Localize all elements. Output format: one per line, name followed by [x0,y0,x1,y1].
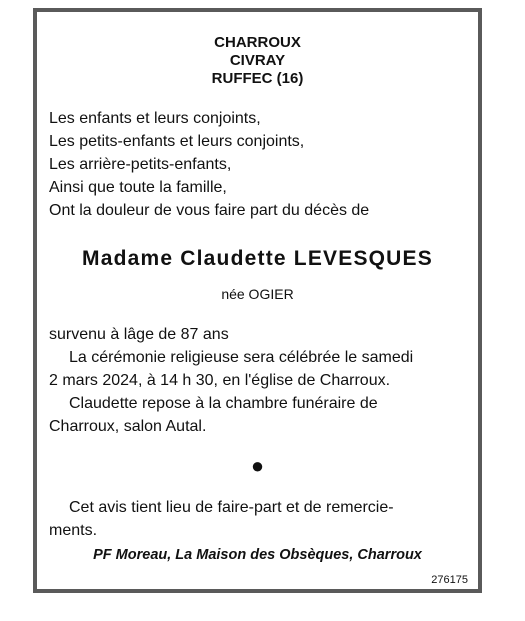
funeral-home-line: Charroux, salon Autal. [49,418,207,435]
location-header [37,34,478,88]
location-line: CIVRAY [229,52,286,69]
ceremony-line: La cérémonie religieuse sera célébrée le samedi [69,349,414,366]
funeral-director-signature: PF Moreau, La Maison des Obsèques, Charroux [93,547,422,563]
age-text: survenu à lâge de 87 ans [49,326,229,343]
obituary-notice [33,8,482,593]
closing-note [49,496,474,542]
funeral-home-line: Claudette repose à la chambre funéraire de [69,395,378,412]
announcement-line: Ont la douleur de vous faire part du décès de [49,202,370,219]
announcement-line: Les enfants et leurs conjoints, [49,110,261,127]
location-line: RUFFEC (16) [211,70,304,87]
announcement-line: Les petits-enfants et leurs conjoints, [49,133,305,150]
age-line [49,323,474,346]
ceremony-details [49,346,474,392]
funeral-home-details [49,392,474,438]
family-announcement [49,107,369,222]
announcement-line: Les arrière-petits-enfants, [49,156,232,173]
ceremony-line: 2 mars 2024, à 14 h 30, en l'église de Charroux. [49,372,391,389]
closing-line: ments. [49,522,98,539]
announcement-line: Ainsi que toute la famille, [49,179,227,196]
location-line: CHARROUX [214,34,301,51]
maiden-name: née OGIER [221,286,294,302]
reference-number: 276175 [431,574,468,586]
bullet-separator: ● [250,453,265,478]
deceased-name: Madame Claudette LEVESQUES [82,247,433,270]
closing-line: Cet avis tient lieu de faire-part et de remercie- [69,499,394,516]
